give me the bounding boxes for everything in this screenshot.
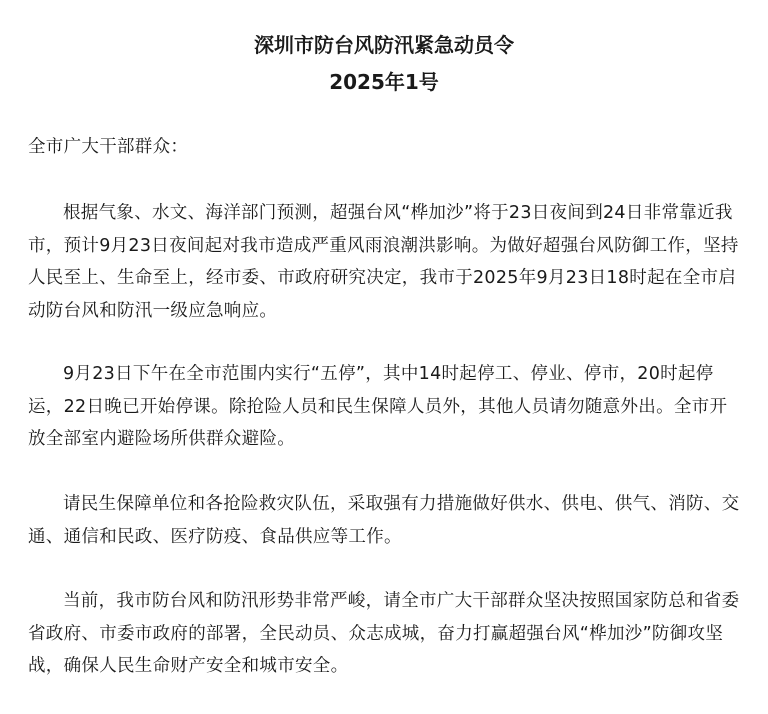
paragraph-livelihood-support: 请民生保障单位和各抢险救灾队伍，采取强有力措施做好供水、供电、供气、消防、交通、通信和民政、医疗防疫、食品供应等工作。 — [28, 494, 740, 547]
paragraph-forecast-response: 根据气象、水文、海洋部门预测，超强台风“桦加沙”将于23日夜间到24日非常靠近我市，预计9月23日夜间起对我市造成严重风雨浪潮洪影响。为做好超强台风防御工作，坚持人民至上、生命至上，经市委、市政府研究决定，我市于2025年9月23日18时起在全市启动防台风和防汛一级应急响应。 — [28, 203, 739, 321]
document-title: 深圳市防台风防汛紧急动员令 — [254, 33, 514, 57]
salutation: 全市广大干部群众： — [28, 137, 189, 157]
document-number: 2025年1号 — [329, 70, 439, 94]
paragraph-five-stops: 9月23日下午在全市范围内实行“五停”，其中14时起停工、停业、停市，20时起停运，22日晚已开始停课。除抢险人员和民生保障人员外，其他人员请勿随意外出。全市开放全部室内避险场所供群众避险。 — [28, 364, 728, 449]
paragraph-mobilization-call: 当前，我市防台风和防汛形势非常严峻，请全市广大干部群众坚决按照国家防总和省委省政府、市委市政府的部署，全民动员、众志成城，奋力打赢超强台风“桦加沙”防御攻坚战，确保人民生命财产安全和城市安全。 — [28, 591, 740, 676]
